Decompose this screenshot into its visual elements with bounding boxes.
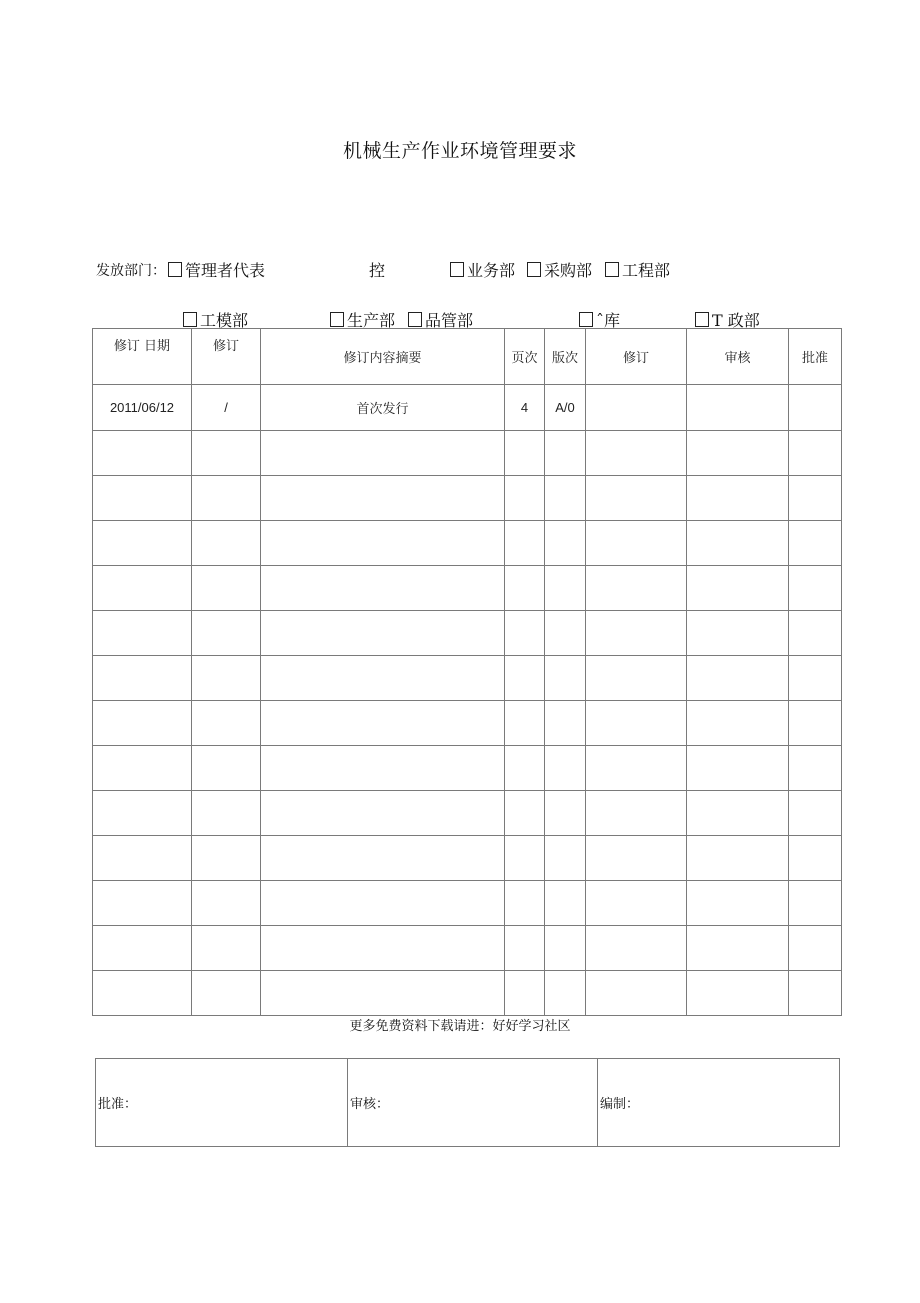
table-cell: [687, 476, 789, 521]
table-cell: [687, 701, 789, 746]
table-cell: [586, 611, 687, 656]
table-cell: [192, 611, 261, 656]
table-cell: [261, 476, 505, 521]
table-cell: [261, 836, 505, 881]
signoff-row: [96, 1059, 840, 1147]
table-cell: [192, 566, 261, 611]
checkbox-icon[interactable]: [330, 312, 344, 327]
table-cell: [687, 746, 789, 791]
table-cell: [545, 476, 586, 521]
table-cell: [545, 971, 586, 1016]
table-cell: [192, 701, 261, 746]
checkbox-icon[interactable]: [408, 312, 422, 327]
table-cell: [93, 926, 192, 971]
header-revised-by: 修订: [586, 329, 687, 385]
table-cell: [261, 656, 505, 701]
checkbox-icon[interactable]: [579, 312, 593, 327]
table-cell: [93, 971, 192, 1016]
cell-approved-by: [789, 385, 842, 431]
table-row: [93, 926, 842, 971]
table-cell: [586, 881, 687, 926]
checkbox-icon[interactable]: [527, 262, 541, 277]
table-cell: [505, 611, 545, 656]
table-cell: [505, 521, 545, 566]
table-cell: [789, 611, 842, 656]
table-cell: [545, 701, 586, 746]
signoff-table: [95, 1058, 840, 1147]
dept-checkbox-mgmt-rep[interactable]: 管理者代表: [168, 258, 265, 281]
table-cell: [687, 881, 789, 926]
table-cell: [586, 521, 687, 566]
revision-history-table: [92, 328, 842, 1016]
table-cell: [261, 971, 505, 1016]
dept-checkbox-purchasing[interactable]: 采购部: [527, 258, 592, 281]
dept-checkbox-admin[interactable]: T 政部: [695, 308, 760, 331]
table-cell: [93, 656, 192, 701]
table-cell: [687, 656, 789, 701]
table-cell: [789, 656, 842, 701]
table-cell: [789, 701, 842, 746]
table-row: [93, 971, 842, 1016]
table-cell: [545, 881, 586, 926]
table-cell: [261, 881, 505, 926]
table-cell: [545, 611, 586, 656]
table-cell: [93, 836, 192, 881]
table-cell: [93, 746, 192, 791]
table-cell: [789, 791, 842, 836]
table-cell: [261, 431, 505, 476]
table-cell: [687, 611, 789, 656]
table-cell: [192, 791, 261, 836]
table-cell: [505, 791, 545, 836]
cell-revised-by: [586, 385, 687, 431]
table-cell: [586, 971, 687, 1016]
table-row: [93, 476, 842, 521]
table-cell: [586, 431, 687, 476]
distribution-label: 发放部门：: [96, 263, 166, 279]
header-version: 版次: [545, 329, 586, 385]
table-cell: [192, 521, 261, 566]
table-cell: [586, 926, 687, 971]
header-reviewed-by: 审核: [687, 329, 789, 385]
cell-reviewed-by: [687, 385, 789, 431]
table-cell: [192, 971, 261, 1016]
table-cell: [586, 746, 687, 791]
table-cell: [93, 881, 192, 926]
table-cell: [505, 836, 545, 881]
dept-item-control: 控: [369, 261, 386, 280]
table-cell: [687, 926, 789, 971]
table-cell: [789, 746, 842, 791]
table-cell: [505, 971, 545, 1016]
table-header-row: [93, 329, 842, 385]
cell-revision-no: /: [192, 385, 261, 431]
table-row: [93, 746, 842, 791]
table-cell: [261, 791, 505, 836]
table-cell: [545, 926, 586, 971]
table-row: [93, 881, 842, 926]
cell-date: 2011/06/12: [93, 385, 192, 431]
header-approved-by: 批准: [789, 329, 842, 385]
table-row: [93, 521, 842, 566]
signoff-prepare: 编制：: [598, 1059, 840, 1147]
table-cell: [545, 656, 586, 701]
checkbox-icon[interactable]: [605, 262, 619, 277]
table-cell: [789, 881, 842, 926]
table-cell: [505, 431, 545, 476]
table-cell: [93, 566, 192, 611]
table-cell: [687, 521, 789, 566]
table-cell: [192, 746, 261, 791]
header-revision-date: 修订 日期: [93, 329, 192, 385]
table-cell: [192, 656, 261, 701]
table-cell: [545, 521, 586, 566]
cell-summary: 首次发行: [261, 385, 505, 431]
table-cell: [687, 971, 789, 1016]
table-cell: [261, 926, 505, 971]
table-cell: [93, 611, 192, 656]
table-row: [93, 611, 842, 656]
table-cell: [545, 836, 586, 881]
cell-version: A/0: [545, 385, 586, 431]
table-cell: [93, 791, 192, 836]
table-cell: [545, 746, 586, 791]
table-cell: [586, 656, 687, 701]
dept-checkbox-production[interactable]: 生产部: [330, 308, 395, 331]
table-cell: [586, 836, 687, 881]
dept-checkbox-tooling[interactable]: 工模部: [183, 308, 248, 331]
cell-pages: 4: [505, 385, 545, 431]
footer-note: 更多免费资料下载请进：好好学习社区: [349, 1019, 571, 1034]
table-cell: [586, 701, 687, 746]
dept-checkbox-engineering[interactable]: 工程部: [605, 258, 670, 281]
table-cell: [545, 791, 586, 836]
table-cell: [586, 566, 687, 611]
table-cell: [586, 476, 687, 521]
table-row: [93, 431, 842, 476]
dept-checkbox-warehouse[interactable]: ˆ库: [579, 308, 620, 331]
table-cell: [93, 431, 192, 476]
table-row: [93, 791, 842, 836]
table-cell: [261, 611, 505, 656]
table-cell: [192, 926, 261, 971]
header-revision-no: 修订: [192, 329, 261, 385]
table-cell: [93, 521, 192, 566]
table-cell: [505, 701, 545, 746]
table-cell: [505, 656, 545, 701]
table-cell: [586, 791, 687, 836]
table-cell: [789, 971, 842, 1016]
table-row: [93, 701, 842, 746]
table-cell: [192, 836, 261, 881]
table-cell: [261, 566, 505, 611]
table-cell: [261, 746, 505, 791]
table-row: [93, 656, 842, 701]
table-cell: [687, 566, 789, 611]
table-cell: [687, 791, 789, 836]
header-revision-summary: 修订内容摘要: [261, 329, 505, 385]
table-cell: [192, 431, 261, 476]
dept-checkbox-quality[interactable]: 品管部: [408, 308, 473, 331]
table-cell: [505, 926, 545, 971]
table-cell: [789, 521, 842, 566]
checkbox-icon[interactable]: [168, 262, 182, 277]
table-cell: [789, 836, 842, 881]
table-cell: [505, 881, 545, 926]
table-cell: [789, 926, 842, 971]
table-cell: [192, 476, 261, 521]
table-cell: [93, 476, 192, 521]
checkbox-icon[interactable]: [450, 262, 464, 277]
document-title: 机械生产作业环境管理要求: [342, 140, 577, 162]
table-cell: [505, 476, 545, 521]
signoff-review: 审核：: [348, 1059, 598, 1147]
table-row: [93, 385, 842, 431]
table-cell: [687, 836, 789, 881]
header-pages: 页次: [505, 329, 545, 385]
table-cell: [261, 701, 505, 746]
signoff-approve: 批准：: [96, 1059, 348, 1147]
table-cell: [545, 431, 586, 476]
table-cell: [789, 476, 842, 521]
table-cell: [545, 566, 586, 611]
checkbox-icon[interactable]: [695, 312, 709, 327]
table-cell: [505, 566, 545, 611]
table-cell: [505, 746, 545, 791]
table-row: [93, 836, 842, 881]
dept-checkbox-sales[interactable]: 业务部: [450, 258, 515, 281]
table-row: [93, 566, 842, 611]
table-cell: [261, 521, 505, 566]
table-cell: [687, 431, 789, 476]
table-cell: [789, 431, 842, 476]
checkbox-icon[interactable]: [183, 312, 197, 327]
table-cell: [789, 566, 842, 611]
table-cell: [93, 701, 192, 746]
table-cell: [192, 881, 261, 926]
